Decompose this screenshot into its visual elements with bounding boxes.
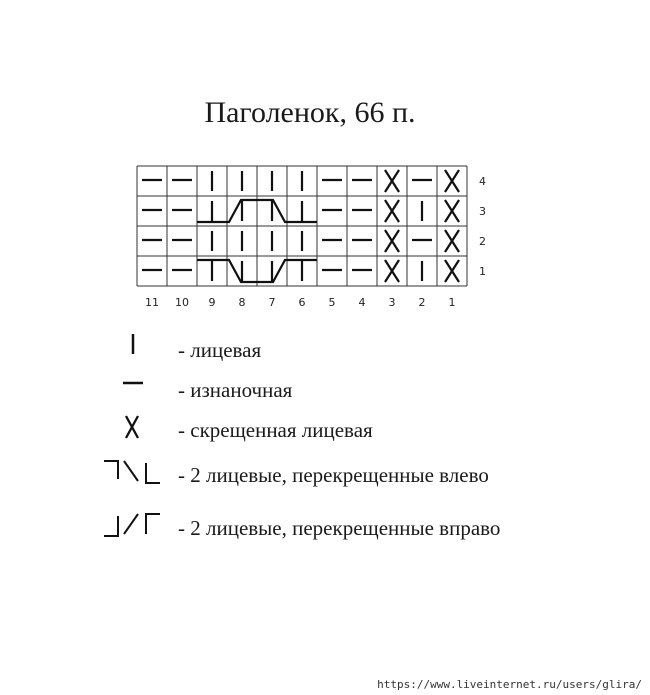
column-label: 11 [145, 296, 159, 309]
row-label: 4 [479, 175, 486, 188]
column-label: 4 [358, 296, 366, 309]
legend-text-knit: - лицевая [178, 338, 262, 362]
column-label: 2 [418, 296, 426, 309]
knitting-chart [0, 0, 650, 320]
legend-text-cross-right: - 2 лицевые, перекрещенные вправо [178, 516, 501, 540]
column-label: 7 [268, 296, 276, 309]
knit-symbol-icon [100, 330, 170, 370]
legend-text-cross-left: - 2 лицевые, перекрещенные влево [178, 463, 489, 487]
column-label: 5 [328, 296, 336, 309]
legend-text-crossed: - скрещенная лицевая [178, 418, 373, 442]
column-label: 8 [238, 296, 246, 309]
row-label: 1 [479, 265, 486, 278]
page-title: Паголенок, 66 п. [204, 96, 416, 129]
column-label: 3 [388, 296, 396, 309]
watermark-url: https://www.liveinternet.ru/users/glira/ [377, 678, 642, 691]
row-label: 3 [479, 205, 486, 218]
crossed-knit-symbol-icon [100, 410, 170, 450]
column-label: 6 [298, 296, 306, 309]
column-label: 9 [208, 296, 216, 309]
cross-right-symbol-icon [100, 508, 170, 548]
column-label: 10 [175, 296, 189, 309]
cross-left-symbol-icon [100, 455, 170, 495]
legend-text-purl: - изнаночная [178, 378, 293, 402]
row-label: 2 [479, 235, 486, 248]
purl-symbol-icon [100, 370, 170, 410]
column-label: 1 [448, 296, 456, 309]
